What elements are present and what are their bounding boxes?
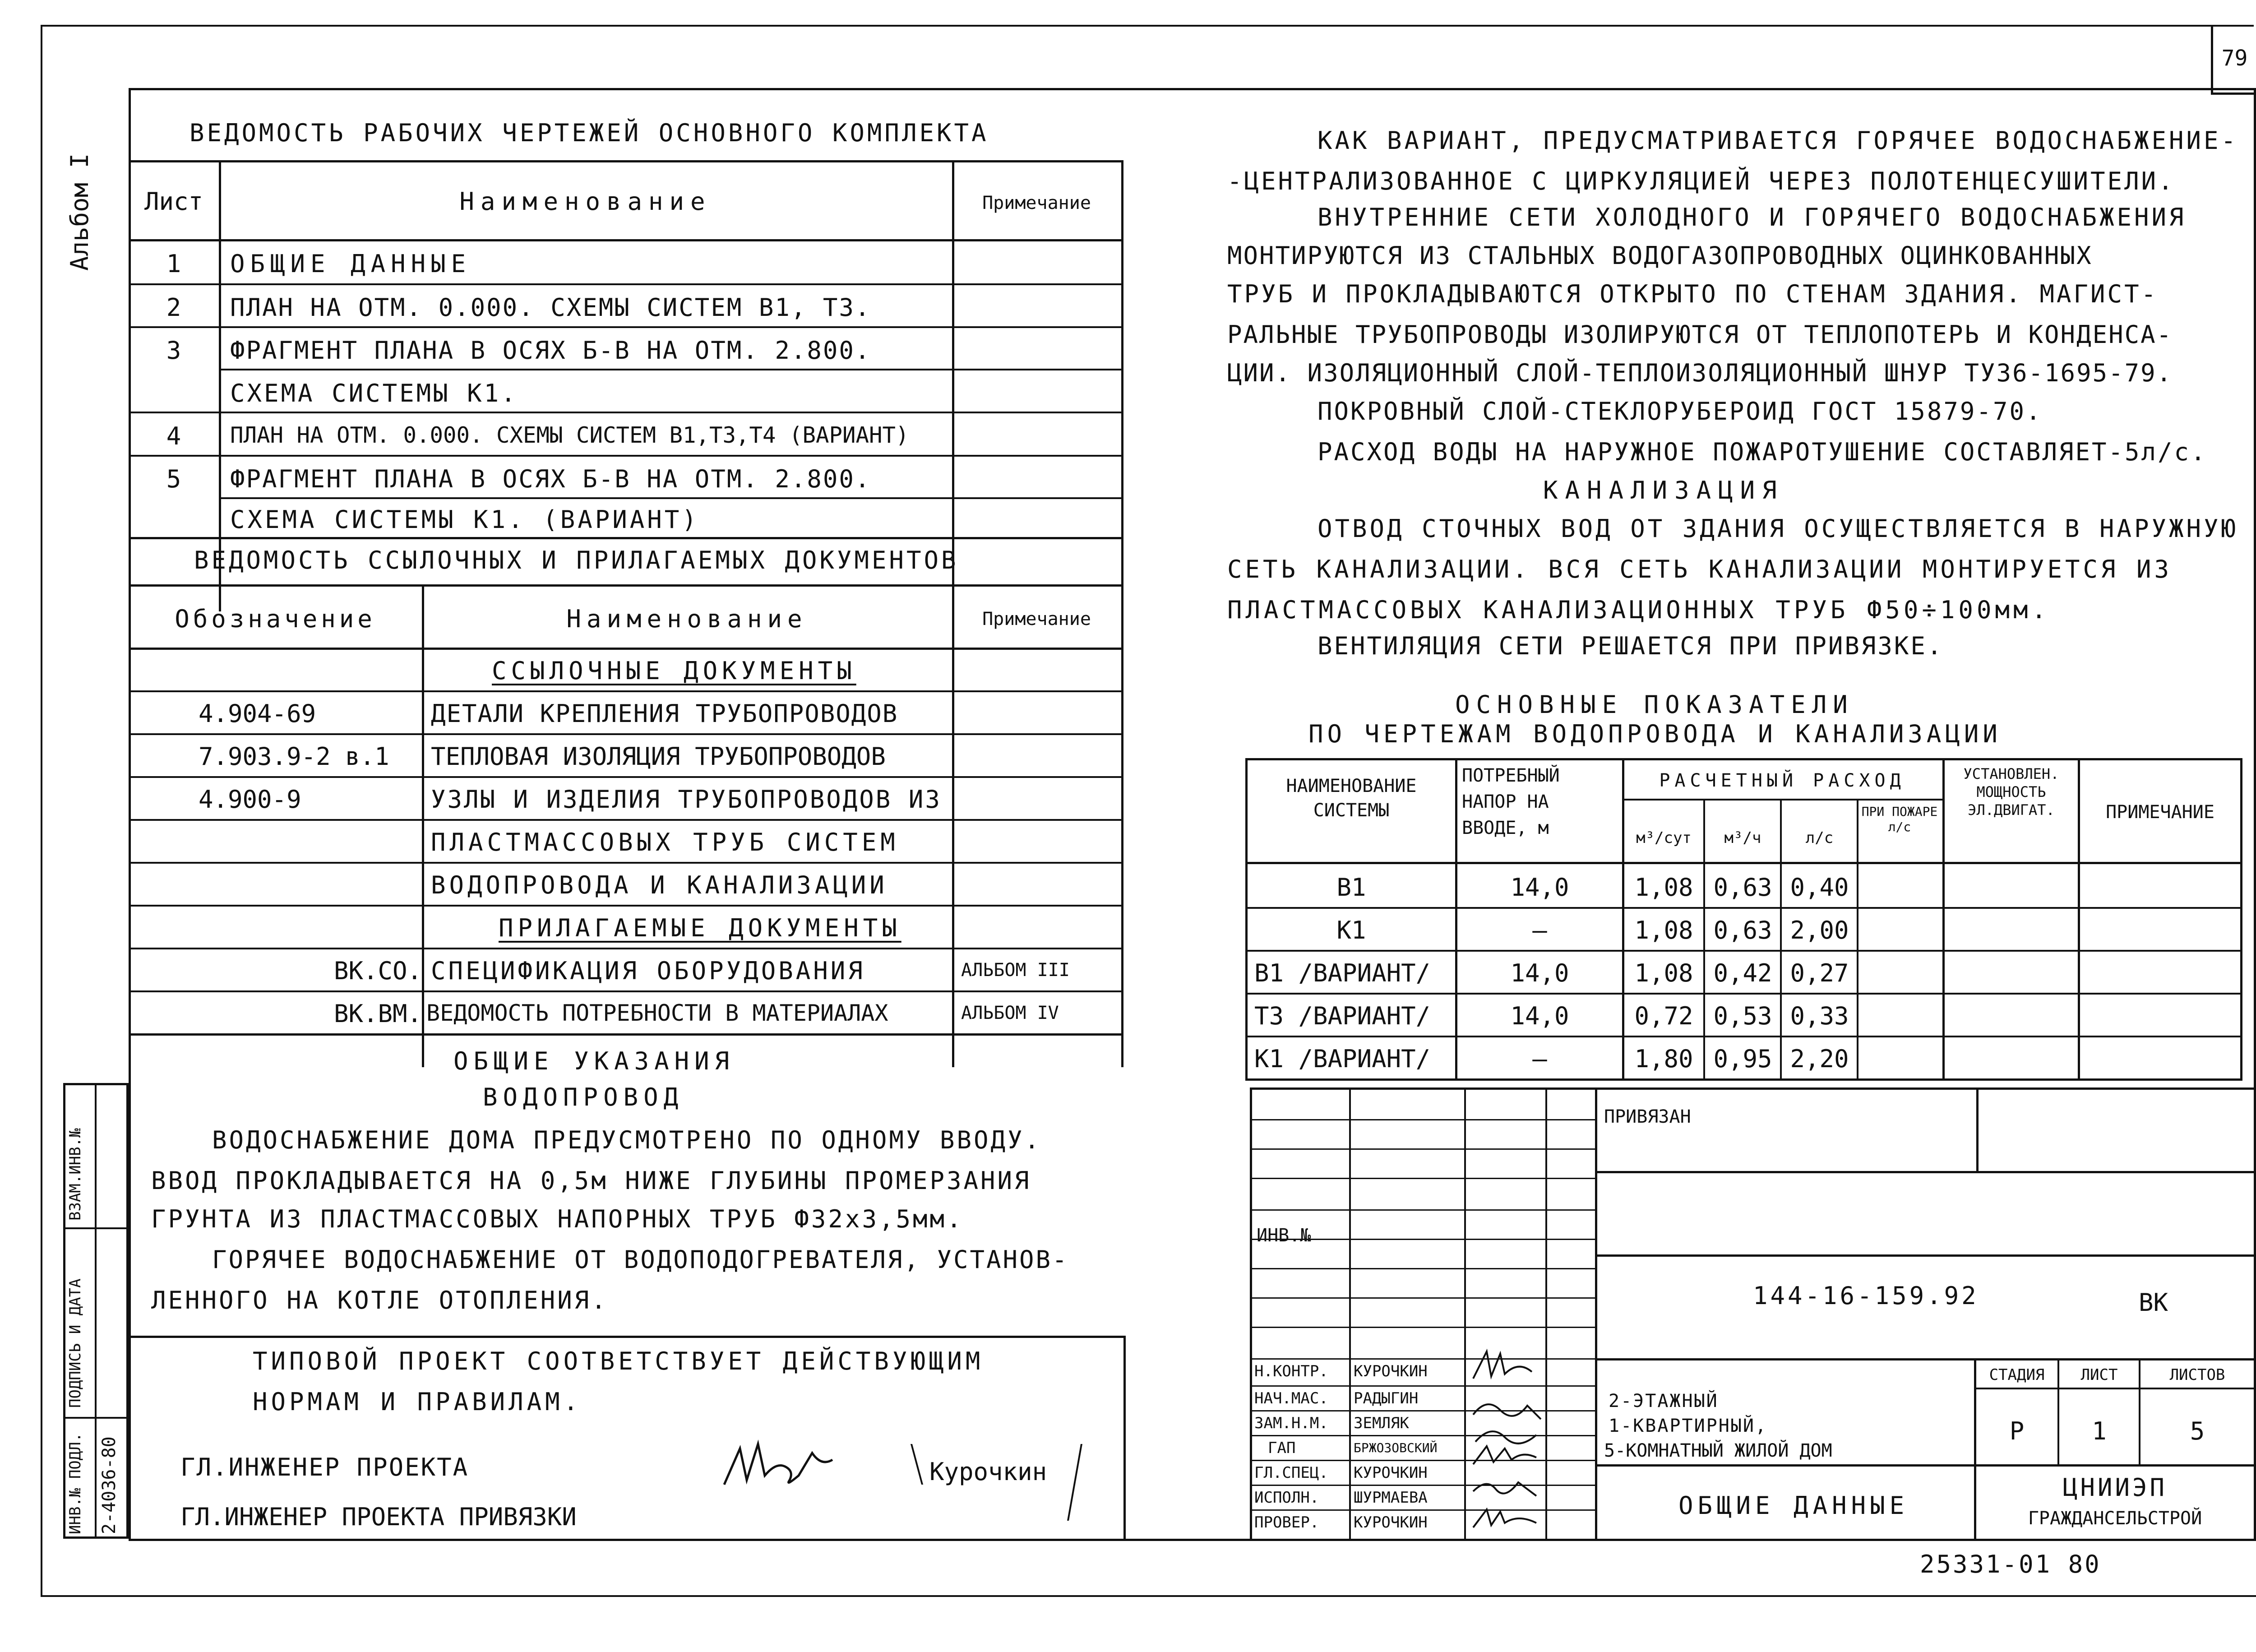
inv-orig-label: ИНВ.№ ПОДЛ. bbox=[66, 1432, 84, 1534]
ind-row-pressure: 14,0 bbox=[1510, 873, 1569, 902]
page-left-edge bbox=[41, 25, 42, 1595]
tb-grid-row bbox=[1250, 1297, 1595, 1299]
ind-row-ls: 2,00 bbox=[1790, 916, 1849, 944]
tb-role: ИСПОЛН. bbox=[1254, 1489, 1319, 1507]
rl-row-line bbox=[129, 733, 1123, 735]
rl-header-note: Примечание bbox=[982, 609, 1091, 629]
ind-header-fire: ПРИ ПОЖАРЕ л/с bbox=[1861, 804, 1938, 834]
rl-header-line bbox=[129, 648, 1123, 650]
dl-row-name: ОБЩИЕ ДАННЫЕ bbox=[230, 250, 472, 278]
rl-row-note: АЛЬБОМ III bbox=[961, 960, 1070, 981]
general-notes-line: ГРУНТА ИЗ ПЛАСТМАССОВЫХ НАПОРНЫХ ТРУБ Ф32х3,5мм. bbox=[151, 1205, 964, 1233]
compliance-line-1: ТИПОВОЙ ПРОЕКТ СООТВЕТСТВУЕТ ДЕЙСТВУЮЩИМ bbox=[253, 1347, 984, 1375]
general-notes-line: ЛЕННОГО НА КОТЛЕ ОТОПЛЕНИЯ. bbox=[151, 1286, 608, 1314]
dl-row-sheet: 5 bbox=[166, 465, 181, 493]
right-text-line: ЦИИ. ИЗОЛЯЦИОННЫЙ СЛОЙ-ТЕПЛОИЗОЛЯЦИОННЫЙ ШНУР ТУ36-1695-79. bbox=[1227, 359, 2173, 387]
tb-name-line bbox=[1595, 1464, 2256, 1467]
tb-grid-row bbox=[1250, 1178, 1595, 1179]
rl-row-code: ВК.ВМ. bbox=[334, 1000, 422, 1028]
rl-row-code: 7.903.9-2 в.1 bbox=[199, 742, 389, 771]
ind-row-ls: 0,27 bbox=[1790, 959, 1849, 987]
ind-row-m3day: 1,08 bbox=[1634, 959, 1693, 987]
rl-row-line bbox=[129, 990, 1123, 992]
tb-sheets: 5 bbox=[2190, 1417, 2205, 1445]
ind-row-line bbox=[1245, 950, 2242, 952]
rl-row-code: ВК.СО. bbox=[334, 957, 422, 985]
tb-project-name-1: 2-ЭТАЖНЫЙ bbox=[1609, 1391, 1719, 1411]
right-text-line: КАК ВАРИАНТ, ПРЕДУСМАТРИВАЕТСЯ ГОРЯЧЕЕ ВОДОСНАБЖЕНИЕ- bbox=[1318, 126, 2239, 155]
right-text-line: ПОКРОВНЫЙ СЛОЙ-СТЕКЛОРУБЕРОИД ГОСТ 15879-70. bbox=[1318, 397, 2043, 426]
sewer-title: КАНАЛИЗАЦИЯ bbox=[1543, 476, 1784, 504]
frame-top bbox=[129, 88, 2256, 90]
drawings-list-title: ВЕДОМОСТЬ РАБОЧИХ ЧЕРТЕЖЕЙ ОСНОВНОГО КОМПЛЕКТА bbox=[190, 119, 989, 147]
ind-header-ls: л/с bbox=[1805, 829, 1834, 847]
dl-header-line bbox=[129, 239, 1123, 241]
general-notes-line: ГОРЯЧЕЕ ВОДОСНАБЖЕНИЕ ОТ ВОДОПОДОГРЕВАТЕЛЯ, УСТАНОВ- bbox=[212, 1245, 1069, 1274]
right-text-line: МОНТИРУЮТСЯ ИЗ СТАЛЬНЫХ ВОДОГАЗОПРОВОДНЫХ ОЦИНКОВАННЫХ bbox=[1227, 241, 2093, 270]
sewer-line: ОТВОД СТОЧНЫХ ВОД ОТ ЗДАНИЯ ОСУЩЕСТВЛЯЕТСЯ В НАРУЖНУЮ bbox=[1318, 514, 2239, 543]
tb-left-line bbox=[1250, 1087, 1252, 1541]
tb-grid-row bbox=[1250, 1119, 1595, 1120]
tb-sheets-label: ЛИСТОВ bbox=[2169, 1366, 2225, 1384]
dl-row-line bbox=[219, 369, 1123, 370]
ind-header-pressure: ПОТРЕБНЫЙ НАПОР НА ВВОДЕ, м bbox=[1462, 765, 1560, 838]
ind-row-system: К1 /ВАРИАНТ/ bbox=[1254, 1045, 1431, 1073]
ind-row-m3h: 0,42 bbox=[1713, 959, 1772, 987]
rl-row-name: ТЕПЛОВАЯ ИЗОЛЯЦИЯ ТРУБОПРОВОДОВ bbox=[431, 742, 886, 771]
ind-row-m3day: 1,08 bbox=[1634, 916, 1693, 944]
ind-header-note: ПРИМЕЧАНИЕ bbox=[2106, 802, 2214, 823]
rl-row-line bbox=[129, 948, 1123, 949]
tb-role: НАЧ.МАС. bbox=[1254, 1389, 1328, 1407]
side-stamp-row-1 bbox=[63, 1227, 129, 1229]
tb-stage-label: СТАДИЯ bbox=[1989, 1366, 2045, 1384]
ind-top-line bbox=[1245, 758, 2242, 760]
rl-row-name: ДЕТАЛИ КРЕПЛЕНИЯ ТРУБОПРОВОДОВ bbox=[431, 699, 898, 728]
rl-row-name: ПЛАСТМАССОВЫХ ТРУБ СИСТЕМ bbox=[431, 828, 899, 856]
dl-row-name: СХЕМА СИСТЕМЫ К1. (ВАРИАНТ) bbox=[230, 505, 699, 534]
ind-row-ls: 0,40 bbox=[1790, 873, 1849, 902]
tb-top-line bbox=[1250, 1087, 2256, 1090]
album-label: Альбом I bbox=[65, 153, 94, 271]
compliance-line-2: НОРМАМ И ПРАВИЛАМ. bbox=[253, 1388, 582, 1416]
tb-col bbox=[1545, 1087, 1547, 1541]
ind-header-system: НАИМЕНОВАНИЕ СИСТЕМЫ bbox=[1286, 776, 1417, 821]
right-text-line: -ЦЕНТРАЛИЗОВАННОЕ С ЦИРКУЛЯЦИЕЙ ЧЕРЕЗ ПОЛОТЕНЦЕСУШИТЕЛИ. bbox=[1227, 167, 2175, 195]
engineer-label: ГЛ.ИНЖЕНЕР ПРОЕКТА bbox=[180, 1453, 469, 1481]
ind-row-m3day: 1,08 bbox=[1634, 873, 1693, 902]
tb-linked-line bbox=[1595, 1171, 2256, 1173]
dl-row-line bbox=[219, 497, 1123, 499]
tb-grid-row bbox=[1250, 1148, 1595, 1150]
sign-date-label: ПОДПИСЬ И ДАТА bbox=[66, 1278, 84, 1408]
tb-role-name: КУРОЧКИН bbox=[1354, 1464, 1428, 1482]
tb-org-2: ГРАЖДАНСЕЛЬСТРОЙ bbox=[2028, 1508, 2202, 1529]
ind-row-system: В1 /ВАРИАНТ/ bbox=[1254, 959, 1431, 987]
engineer-name: Курочкин bbox=[929, 1458, 1047, 1486]
tb-role-name: ЗЕМЛЯК bbox=[1354, 1414, 1409, 1432]
page-number: 79 bbox=[2221, 46, 2248, 71]
dl-bottom-line bbox=[129, 537, 1123, 539]
rl-section-att: ПРИЛАГАЕМЫЕ ДОКУМЕНТЫ bbox=[499, 914, 901, 942]
tb-role: ГАП bbox=[1268, 1439, 1296, 1457]
tb-org-1: ЦНИИЭП bbox=[2062, 1473, 2168, 1502]
tb-project-name-3: 5-КОМНАТНЫЙ ЖИЛОЙ ДОМ bbox=[1604, 1440, 1832, 1461]
engineer-binding-label: ГЛ.ИНЖЕНЕР ПРОЕКТА ПРИВЯЗКИ bbox=[180, 1503, 577, 1531]
dl-row-line bbox=[129, 455, 1123, 457]
side-stamp-code: 2-4036-80 bbox=[99, 1436, 120, 1534]
ind-row-line bbox=[1245, 993, 2242, 995]
dl-header-note: Примечание bbox=[982, 193, 1091, 213]
ind-subheader-line bbox=[1622, 799, 1942, 801]
page-top-edge bbox=[41, 25, 2254, 27]
sewer-line: ПЛАСТМАССОВЫХ КАНАЛИЗАЦИОННЫХ ТРУБ Ф50÷100мм. bbox=[1227, 596, 2050, 624]
right-text-line: РАСХОД ВОДЫ НА НАРУЖНОЕ ПОЖАРОТУШЕНИЕ СОСТАВЛЯЕТ-5л/с. bbox=[1318, 438, 2207, 466]
tb-linked: ПРИВЯЗАН bbox=[1604, 1106, 1691, 1127]
rl-section-ref: ССЫЛОЧНЫЕ ДОКУМЕНТЫ bbox=[492, 657, 856, 685]
footer-code: 25331-01 80 bbox=[1920, 1550, 2101, 1578]
dl-col-1 bbox=[219, 160, 221, 611]
rl-row-name: СПЕЦИФИКАЦИЯ ОБОРУДОВАНИЯ bbox=[431, 957, 865, 985]
right-text-line: ТРУБ И ПРОКЛАДЫВАЮТСЯ ОТКРЫТО ПО СТЕНАМ ЗДАНИЯ. МАГИСТ- bbox=[1227, 280, 2159, 308]
ind-row-m3h: 0,53 bbox=[1713, 1002, 1772, 1030]
ind-row-pressure: — bbox=[1532, 916, 1547, 944]
tb-project-name-2: 1-КВАРТИРНЫЙ, bbox=[1609, 1416, 1768, 1436]
dl-row-name: ФРАГМЕНТ ПЛАНА В ОСЯХ Б-В НА ОТМ. 2.800. bbox=[230, 465, 871, 493]
rl-row-note: АЛЬБОМ IV bbox=[961, 1003, 1059, 1023]
tb-stage-col bbox=[2139, 1358, 2140, 1464]
dl-row-line bbox=[129, 326, 1123, 328]
tb-role-name: КУРОЧКИН bbox=[1354, 1513, 1428, 1532]
tb-inv-no: ИНВ.№ bbox=[1257, 1225, 1311, 1246]
sewer-line: ВЕНТИЛЯЦИЯ СЕТИ РЕШАЕТСЯ ПРИ ПРИВЯЗКЕ. bbox=[1318, 632, 1944, 660]
tb-doc-code: 144-16-159.92 bbox=[1753, 1282, 1979, 1310]
dl-row-sheet: 3 bbox=[166, 336, 181, 365]
ind-header-flow: РАСЧЕТНЫЙ РАСХОД bbox=[1659, 770, 1905, 791]
tb-role-name: РАДЫГИН bbox=[1354, 1389, 1419, 1407]
tb-col bbox=[1349, 1087, 1351, 1541]
ind-header-line bbox=[1245, 862, 2242, 864]
rl-row-name: ВЕДОМОСТЬ ПОТРЕБНОСТИ В МАТЕРИАЛАХ bbox=[426, 1000, 888, 1026]
rl-row-line bbox=[129, 690, 1123, 692]
rl-bottom-line bbox=[129, 1033, 1123, 1036]
engineer-signature bbox=[722, 1435, 835, 1494]
ind-row-pressure: 14,0 bbox=[1510, 1002, 1569, 1030]
dl-row-name: ПЛАН НА ОТМ. 0.000. СХЕМЫ СИСТЕМ В1, Т3. bbox=[230, 293, 871, 322]
rl-col-1 bbox=[422, 584, 424, 1067]
indicators-subtitle: ПО ЧЕРТЕЖАМ ВОДОПРОВОДА И КАНАЛИЗАЦИИ bbox=[1308, 720, 2002, 748]
ind-header-power: УСТАНОВЛЕН. МОЩНОСТЬ ЭЛ.ДВИГАТ. bbox=[1963, 765, 2059, 819]
rl-row-line bbox=[129, 862, 1123, 864]
page-number-box bbox=[2211, 25, 2256, 95]
rl-row-line bbox=[129, 905, 1123, 907]
rl-row-line bbox=[129, 776, 1123, 778]
page-bottom-edge bbox=[41, 1595, 2256, 1597]
rl-row-line bbox=[129, 819, 1123, 821]
tb-grid-row bbox=[1250, 1327, 1595, 1328]
rl-row-code: 4.904-69 bbox=[199, 699, 316, 728]
ind-row-m3day: 1,80 bbox=[1634, 1045, 1693, 1073]
ind-row-pressure: — bbox=[1532, 1045, 1547, 1073]
general-notes-subtitle: ВОДОПРОВОД bbox=[483, 1083, 684, 1111]
side-stamp-divider bbox=[95, 1083, 97, 1539]
side-stamp-row-2 bbox=[63, 1417, 129, 1419]
tb-grid-row bbox=[1250, 1209, 1595, 1211]
tb-sheet-label: ЛИСТ bbox=[2080, 1366, 2118, 1384]
dl-top-line bbox=[129, 160, 1123, 162]
tb-role-name: ШУРМАЕВА bbox=[1354, 1489, 1428, 1507]
ind-row-line bbox=[1245, 1036, 2242, 1037]
tb-code-line-bottom bbox=[1595, 1358, 2256, 1360]
tb-stage-header-line bbox=[1974, 1388, 2256, 1389]
dl-header-name: Наименование bbox=[459, 187, 712, 216]
dl-header-sheet: Лист bbox=[144, 187, 203, 216]
general-notes-line: ВВОД ПРОКЛАДЫВАЕТСЯ НА 0,5м НИЖЕ ГЛУБИНЫ ПРОМЕРЗАНИЯ bbox=[151, 1166, 1031, 1195]
dl-row-name: ФРАГМЕНТ ПЛАНА В ОСЯХ Б-В НА ОТМ. 2.800. bbox=[230, 336, 871, 365]
rl-row-code: 4.900-9 bbox=[199, 785, 301, 814]
dl-row-sheet: 2 bbox=[166, 293, 181, 322]
ind-row-m3day: 0,72 bbox=[1634, 1002, 1693, 1030]
dl-row-name: СХЕМА СИСТЕМЫ К1. bbox=[230, 379, 518, 407]
right-text-line: ВНУТРЕННИЕ СЕТИ ХОЛОДНОГО И ГОРЯЧЕГО ВОДОСНАБЖЕНИЯ bbox=[1318, 203, 2187, 231]
tb-role: Н.КОНТР. bbox=[1254, 1362, 1328, 1380]
ind-header-m3day: м³/сут bbox=[1636, 829, 1692, 847]
tb-role: ЗАМ.Н.М. bbox=[1254, 1414, 1328, 1432]
ind-row-pressure: 14,0 bbox=[1510, 959, 1569, 987]
tb-stage-col bbox=[2057, 1358, 2059, 1464]
tb-code-line-top bbox=[1595, 1254, 2256, 1257]
right-text-line: РАЛЬНЫЕ ТРУБОПРОВОДЫ ИЗОЛИРУЮТСЯ ОТ ТЕПЛОПОТЕРЬ И КОНДЕНСА- bbox=[1227, 320, 2173, 349]
ind-row-ls: 2,20 bbox=[1790, 1045, 1849, 1073]
tb-col bbox=[1464, 1087, 1466, 1541]
indicators-title: ОСНОВНЫЕ ПОКАЗАТЕЛИ bbox=[1455, 690, 1854, 719]
tb-grid-row bbox=[1250, 1268, 1595, 1269]
rl-row-name: УЗЛЫ И ИЗДЕЛИЯ ТРУБОПРОВОДОВ ИЗ bbox=[431, 785, 942, 814]
rl-header-name: Наименование bbox=[566, 605, 808, 633]
rl-top-line bbox=[129, 584, 1123, 587]
ind-row-line bbox=[1245, 907, 2242, 909]
tb-section-code: ВК bbox=[2139, 1288, 2168, 1317]
ind-row-m3h: 0,63 bbox=[1713, 916, 1772, 944]
dl-right-line bbox=[1121, 160, 1123, 1067]
tb-role: ГЛ.СПЕЦ. bbox=[1254, 1464, 1328, 1482]
ind-header-m3h: м³/ч bbox=[1724, 829, 1761, 847]
tb-role-name: КУРОЧКИН bbox=[1354, 1362, 1428, 1380]
ind-bottom-line bbox=[1245, 1078, 2242, 1081]
dl-row-name: ПЛАН НА ОТМ. 0.000. СХЕМЫ СИСТЕМ В1,Т3,Т4 (ВАРИАНТ) bbox=[230, 422, 909, 448]
frame-right bbox=[2254, 88, 2256, 1539]
approval-signatures bbox=[1469, 1347, 1545, 1536]
tb-role: ПРОВЕР. bbox=[1254, 1513, 1319, 1532]
references-list-title: ВЕДОМОСТЬ ССЫЛОЧНЫХ И ПРИЛАГАЕМЫХ ДОКУМЕНТОВ bbox=[194, 546, 959, 574]
ind-row-system: К1 bbox=[1336, 916, 1366, 944]
tb-stage: Р bbox=[2009, 1417, 2025, 1445]
dl-row-line bbox=[129, 283, 1123, 285]
general-notes-title: ОБЩИЕ УКАЗАНИЯ bbox=[453, 1047, 735, 1075]
dl-row-sheet: 1 bbox=[166, 250, 181, 278]
general-notes-line: ВОДОСНАБЖЕНИЕ ДОМА ПРЕДУСМОТРЕНО ПО ОДНОМУ ВВОДУ. bbox=[212, 1126, 1042, 1154]
ind-right-line bbox=[2240, 758, 2242, 1078]
ind-row-system: В1 bbox=[1336, 873, 1366, 902]
replace-inv-label: ВЗАМ.ИНВ.№ bbox=[66, 1128, 84, 1221]
ind-row-system: Т3 /ВАРИАНТ/ bbox=[1254, 1002, 1431, 1030]
tb-role-name: БРЖОЗОВСКИЙ bbox=[1354, 1440, 1438, 1455]
tb-sheet-title: ОБЩИЕ ДАННЫЕ bbox=[1678, 1491, 1909, 1520]
ind-row-m3h: 0,63 bbox=[1713, 873, 1772, 902]
dl-row-sheet: 4 bbox=[166, 422, 181, 450]
sewer-line: СЕТЬ КАНАЛИЗАЦИИ. ВСЯ СЕТЬ КАНАЛИЗАЦИИ МОНТИРУЕТСЯ ИЗ bbox=[1227, 555, 2173, 583]
ind-row-ls: 0,33 bbox=[1790, 1002, 1849, 1030]
dl-row-line bbox=[129, 412, 1123, 413]
tb-col bbox=[1595, 1087, 1597, 1541]
rl-header-code: Обозначение bbox=[175, 605, 376, 633]
tb-linked-divider bbox=[1976, 1087, 1979, 1173]
tb-sheet: 1 bbox=[2092, 1417, 2107, 1445]
rl-row-name: ВОДОПРОВОДА И КАНАЛИЗАЦИИ bbox=[431, 871, 888, 899]
ind-row-m3h: 0,95 bbox=[1713, 1045, 1772, 1073]
